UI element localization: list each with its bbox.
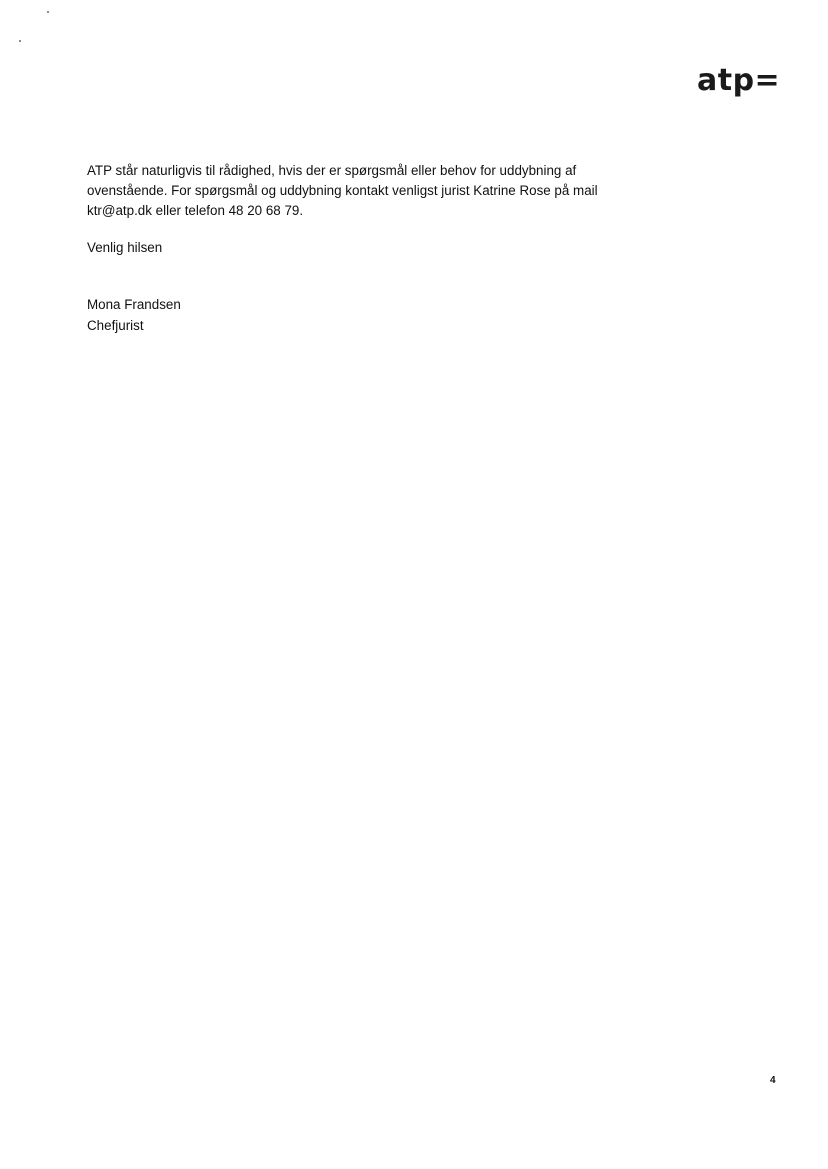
paragraph-line: ktr@atp.dk eller telefon 48 20 68 79. [87,203,304,218]
signer-name: Mona Frandsen [87,297,181,312]
paragraph-line: ovenstående. For spørgsmål og uddybning kontakt venligst jurist Katrine Rose på mail [87,183,598,198]
scan-speck [47,11,49,13]
paragraph-line: ATP står naturligvis til rådighed, hvis der er spørgsmål eller behov for uddybning af [87,163,577,178]
signature-block [87,294,181,336]
closing-salutation: Venlig hilsen [87,240,163,255]
letter-body [87,161,607,258]
page-number: 4 [770,1075,776,1086]
signer-title: Chefjurist [87,318,144,333]
scan-speck [19,40,21,42]
body-paragraph [87,161,607,221]
atp-logo: atp= [697,63,781,98]
